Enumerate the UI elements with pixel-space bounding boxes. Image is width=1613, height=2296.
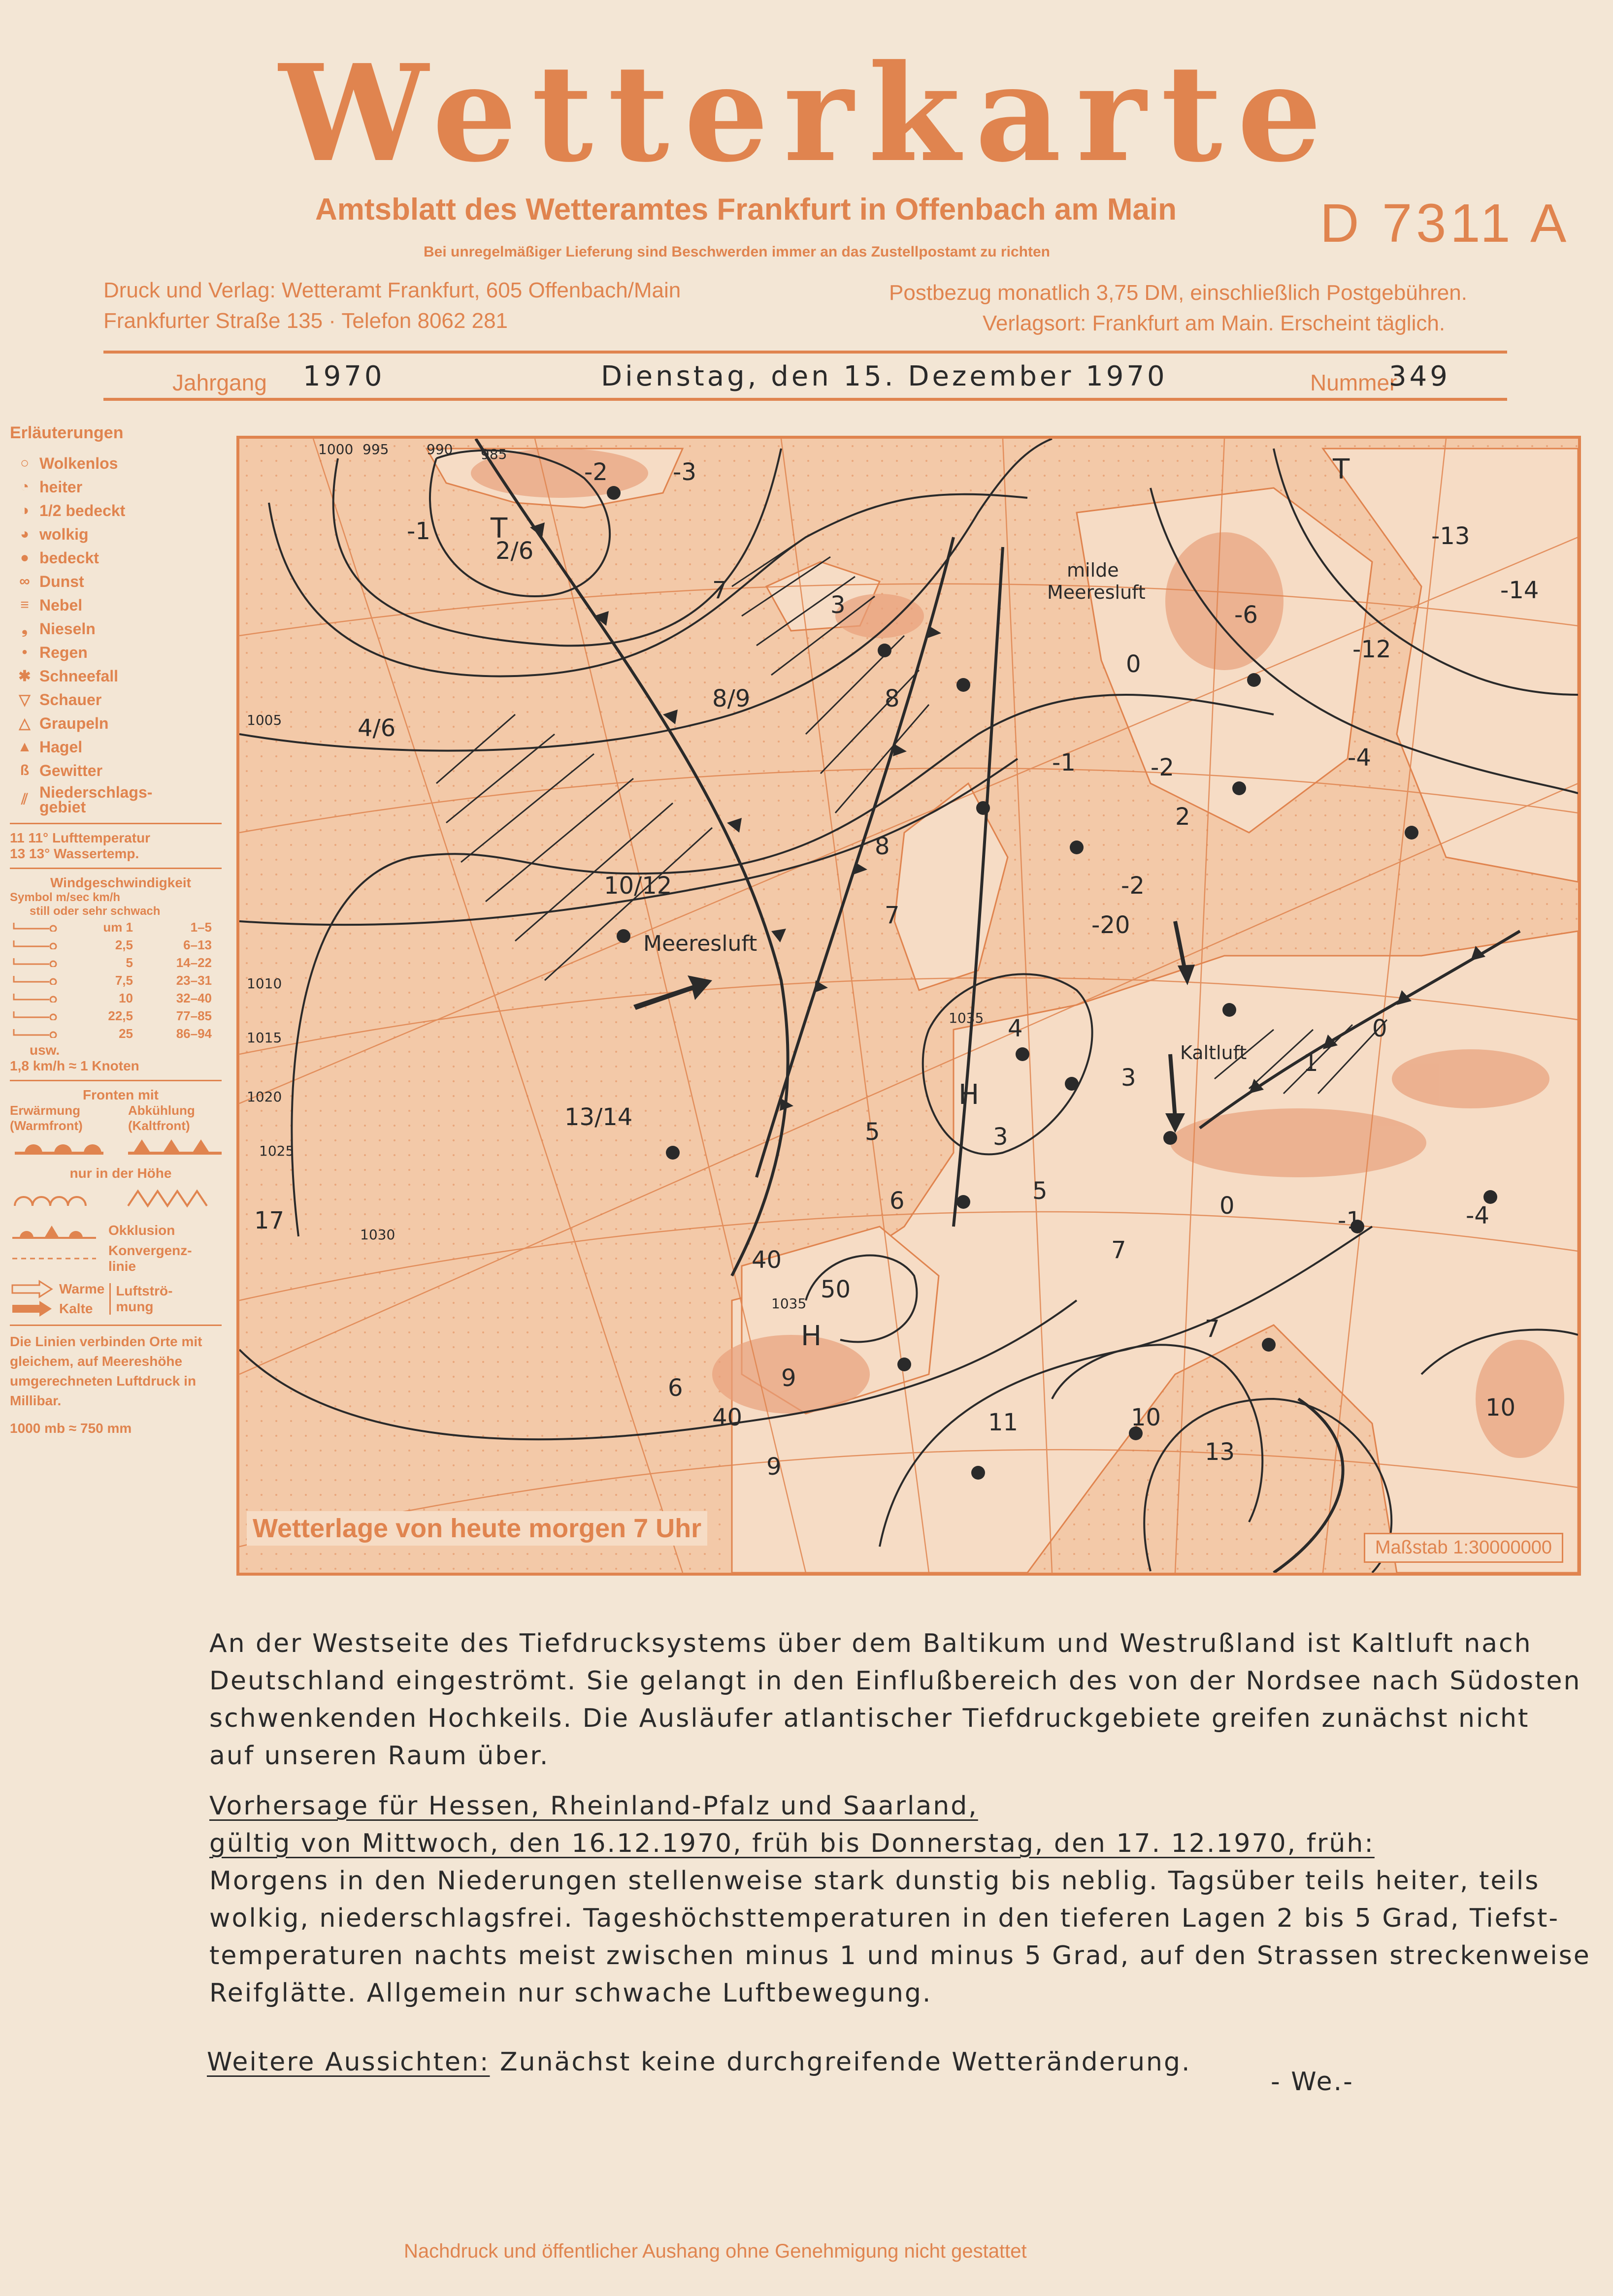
station-temperature: 7	[1111, 1236, 1126, 1264]
high-pressure-marker: H	[801, 1320, 822, 1352]
milde-meeresluft-label: Meeresluft	[1047, 582, 1146, 603]
forecast-line: Morgens in den Niederungen stellenweise stark dunstig bis neblig. Tagsüber teils heiter, teils	[209, 1866, 1540, 1896]
wind-barb-icon	[10, 955, 64, 970]
weather-symbol-icon: ⫽	[21, 791, 28, 808]
legend-item	[10, 475, 231, 499]
wind-kmh: 86–94	[176, 1026, 212, 1041]
legend-item	[10, 664, 231, 688]
legend-item	[10, 735, 231, 759]
header-rule-top	[103, 351, 1507, 354]
station-temperature: 10	[1485, 1394, 1516, 1422]
station-temperature: 13	[1205, 1438, 1235, 1466]
wind-ms: 5	[126, 955, 133, 970]
wind-kmh: 23–31	[176, 972, 212, 988]
weather-symbol-icon: ▽	[19, 691, 31, 708]
legend-item	[10, 782, 231, 817]
map-caption: Wetterlage von heute morgen 7 Uhr	[247, 1511, 707, 1546]
upper-front-symbols-icon	[10, 1181, 227, 1216]
isobar-label-985: 985	[481, 446, 507, 462]
cold-air-arrow-icon	[10, 1299, 54, 1319]
publisher-line-2: Frankfurter Straße 135 · Telefon 8062 281	[103, 309, 508, 333]
warm-front-label: Erwärmung (Warmfront)	[10, 1103, 83, 1133]
wind-table	[10, 918, 231, 1042]
weather-symbol-icon: ◔	[20, 479, 30, 495]
legend-item	[10, 593, 231, 617]
cold-front-label: Abkühlung (Kaltfront)	[128, 1103, 195, 1133]
wind-row	[10, 971, 231, 989]
legend-item	[10, 452, 231, 475]
legend-item-label: Regen	[39, 643, 88, 661]
wind-barb-icon	[10, 991, 64, 1006]
legend-water-temp: 13 13° Wassertemp.	[10, 846, 139, 861]
isobar-label-1035: 1035	[771, 1295, 807, 1312]
legend-item-label: Nieseln	[39, 619, 96, 638]
issue-date: Dienstag, den 15. Dezember 1970	[601, 360, 1168, 392]
weather-symbol-icon: △	[19, 715, 31, 732]
weather-symbol-icon: ✱	[18, 668, 31, 684]
legend-air-temp: 11 11° Lufttemperatur	[10, 830, 151, 845]
station-temperature: 40	[752, 1246, 782, 1274]
subscription-line-1: Postbezug monatlich 3,75 DM, einschließlich Postgebühren.	[889, 281, 1467, 305]
legend-item-label: Dunst	[39, 572, 84, 590]
forecast-validity: gültig von Mittwoch, den 16.12.1970, früh bis Donnerstag, den 17. 12.1970, früh:	[209, 1829, 1375, 1858]
cold-air-label: Kalte	[59, 1301, 93, 1316]
wind-row	[10, 989, 231, 1007]
station-temperature: 4	[1008, 1015, 1023, 1042]
wind-ms: 22,5	[108, 1008, 133, 1023]
wind-kmh: 14–22	[176, 955, 212, 970]
forecast-line: Reifglätte. Allgemein nur schwache Luftbewegung.	[209, 1978, 932, 2008]
wind-row	[10, 1007, 231, 1025]
station-temperature: 2	[1175, 803, 1190, 831]
station-temperature: -2	[1151, 754, 1174, 781]
station-temperature: -2	[1121, 872, 1145, 900]
wind-kmh: 77–85	[176, 1008, 212, 1023]
upper-fronts-label: nur in der Höhe	[69, 1165, 172, 1181]
legend-item-label: Nebel	[39, 596, 83, 614]
legend-item-label: Schauer	[39, 690, 102, 709]
wind-ms: 2,5	[115, 937, 133, 952]
complaint-note: Bei unregelmäßiger Lieferung sind Beschwerden immer an das Zustellpostamt zu richten	[424, 244, 1050, 260]
station-temperature: 5	[1032, 1177, 1048, 1205]
legend-item	[10, 759, 231, 782]
station-temperature: -1	[1338, 1207, 1361, 1234]
legend-item-label: heiter	[39, 478, 83, 496]
weather-symbol-icon: ß	[20, 762, 30, 778]
wind-barb-icon	[10, 973, 64, 988]
station-temperature: 7	[885, 902, 900, 929]
signature: - We.-	[1271, 2067, 1354, 2097]
convergence-line-icon	[10, 1246, 99, 1271]
station-temperature: 3	[993, 1123, 1008, 1151]
convergence-label: Konvergenz-linie	[108, 1243, 192, 1274]
station-temperature: 9	[766, 1453, 782, 1481]
legend-item	[10, 711, 231, 735]
footer-note: Nachdruck und öffentlicher Aushang ohne Genehmigung nicht gestattet	[404, 2240, 1027, 2262]
wind-kmh: 32–40	[176, 990, 212, 1005]
isobar-note: Die Linien verbinden Orte mit gleichem, auf Meereshöhe umgerechneten Luftdruck in Millibar.	[10, 1334, 202, 1408]
outlook-text: Zunächst keine durchgreifende Wetteränderung.	[500, 2047, 1191, 2077]
legend-item	[10, 522, 231, 546]
isobar-label-1030: 1030	[360, 1227, 395, 1243]
legend	[10, 423, 231, 1581]
wind-ms: 7,5	[115, 972, 133, 988]
legend-item-label: bedeckt	[39, 549, 99, 567]
station-temperature: 6	[889, 1187, 905, 1215]
station-temperature: -3	[673, 458, 696, 486]
station-temperature: -6	[1234, 601, 1258, 629]
forecast-heading: Vorhersage für Hessen, Rheinland-Pfalz und Saarland,	[209, 1791, 978, 1821]
knot-conversion: 1,8 km/h ≈ 1 Knoten	[10, 1058, 139, 1073]
forecast-line: wolkig, niederschlagsfrei. Tageshöchsttemperaturen in den tieferen Lagen 2 bis 5 Grad, Tiefst-	[209, 1904, 1560, 1933]
publisher-line-1: Druck und Verlag: Wetteramt Frankfurt, 605 Offenbach/Main	[103, 278, 681, 302]
outlook-label: Weitere Aussichten:	[207, 2047, 490, 2077]
wind-header: Symbol m/sec km/h	[10, 891, 121, 904]
isobar-label-1020: 1020	[247, 1089, 282, 1105]
legend-item	[10, 570, 231, 593]
station-temperature: 0	[1126, 650, 1141, 678]
publication-code: D 7311 A	[1320, 193, 1571, 254]
legend-item	[10, 617, 231, 641]
station-temperature: 7	[712, 577, 727, 604]
pressure-conversion: 1000 mb ≈ 750 mm	[10, 1421, 132, 1436]
high-pressure-marker: H	[958, 1079, 980, 1111]
report-line: Deutschland eingeströmt. Sie gelangt in den Einflußbereich des von der Nordsee nach Südosten	[209, 1666, 1581, 1696]
station-temperature: 10/12	[604, 872, 672, 900]
wind-barb-icon	[10, 938, 64, 953]
warm-air-label: Warme	[59, 1281, 105, 1296]
wind-ms: um 1	[103, 919, 133, 935]
station-temperature: 13/14	[564, 1103, 633, 1131]
station-temperature: 4/6	[358, 714, 396, 742]
legend-divider	[10, 868, 222, 869]
kaltluft-label: Kaltluft	[1180, 1042, 1247, 1064]
station-temperature: -2	[584, 458, 608, 486]
legend-item-label: Gewitter	[39, 761, 103, 779]
legend-item	[10, 641, 231, 664]
weather-symbol-icon: ∞	[19, 573, 30, 589]
wind-title: Windgeschwindigkeit	[50, 875, 191, 890]
station-temperature: -13	[1431, 522, 1470, 550]
station-temperature: -12	[1352, 636, 1391, 663]
station-temperature: -1	[1052, 749, 1076, 776]
legend-divider	[10, 823, 222, 824]
isobar-label-1005: 1005	[247, 712, 282, 728]
station-temperature: 9	[781, 1364, 796, 1392]
warm-air-arrow-icon	[10, 1279, 54, 1299]
weather-symbol-icon: •	[22, 644, 28, 660]
legend-item	[10, 546, 231, 570]
isobar-label-990: 990	[427, 441, 453, 457]
weather-map-drawing	[239, 439, 1578, 1573]
wind-row	[10, 954, 231, 971]
milde-label: milde	[1067, 559, 1119, 581]
wind-row	[10, 1025, 231, 1042]
legend-item-label: Hagel	[39, 738, 83, 756]
wind-kmh: 1–5	[190, 919, 212, 935]
station-temperature: -4	[1466, 1202, 1489, 1229]
weather-symbol-icon: ≡	[20, 597, 29, 613]
weather-symbol-icon: ●	[20, 550, 30, 566]
wind-ms: 10	[119, 990, 133, 1005]
station-temperature: 11	[988, 1409, 1019, 1436]
station-temperature: 0	[1219, 1192, 1235, 1220]
legend-item-label: wolkig	[39, 525, 89, 543]
isobar-label-1000: 1000	[318, 441, 354, 457]
nummer-value: 349	[1389, 360, 1450, 392]
station-temperature: 3	[1121, 1064, 1136, 1092]
station-temperature: 3	[830, 591, 846, 619]
legend-title: Erläuterungen	[10, 423, 124, 442]
station-temperature: 50	[821, 1276, 851, 1303]
wind-ms: 25	[119, 1026, 133, 1041]
nummer-label: Nummer	[1310, 370, 1397, 395]
weather-symbol-icon: ❟	[22, 620, 28, 637]
legend-divider	[10, 1325, 222, 1326]
wind-row	[10, 918, 231, 936]
station-temperature: 6	[668, 1374, 683, 1402]
issue-row	[172, 359, 1453, 399]
front-symbols-icon	[10, 1133, 227, 1163]
wind-barb-icon	[10, 1026, 64, 1041]
legend-item-label: Schneefall	[39, 667, 119, 685]
subscription-line-2: Verlagsort: Frankfurt am Main. Erscheint täglich.	[983, 311, 1446, 335]
station-temperature: 0	[1372, 1015, 1387, 1042]
meeresluft-label: Meeresluft	[643, 931, 757, 956]
wind-row	[10, 936, 231, 954]
weather-symbol-icon: ○	[20, 455, 30, 471]
low-pressure-marker: T	[491, 513, 508, 545]
report-line: auf unseren Raum über.	[209, 1741, 550, 1771]
fronts-title: Fronten mit	[83, 1087, 159, 1102]
isobar-label-1025: 1025	[259, 1143, 295, 1159]
station-temperature: 8	[885, 685, 900, 712]
weather-symbol-icon: ◑	[20, 502, 30, 518]
page-title: Wetterkarte	[279, 35, 1337, 192]
jahrgang-value: 1970	[303, 360, 385, 392]
station-temperature: -20	[1091, 911, 1130, 939]
station-temperature: 8/9	[712, 685, 751, 712]
weather-map	[236, 436, 1581, 1576]
low-pressure-marker: T	[1333, 453, 1350, 485]
station-temperature: 10	[1131, 1404, 1161, 1431]
legend-symbol-list	[10, 452, 231, 817]
subtitle: Amtsblatt des Wetteramtes Frankfurt in Offenbach am Main	[315, 193, 1177, 226]
forecast-line: temperaturen nachts meist zwischen minus 1 und minus 5 Grad, auf den Strassen streckenweise	[209, 1941, 1591, 1971]
station-temperature: -14	[1500, 577, 1539, 604]
isobar-label-1035: 1035	[949, 1010, 984, 1026]
legend-item	[10, 688, 231, 711]
legend-item-label: Wolkenlos	[39, 454, 118, 472]
airflow-label: Luftströ-mung	[109, 1283, 175, 1315]
isobar-label-1015: 1015	[247, 1030, 282, 1046]
isobar-label-995: 995	[362, 441, 389, 457]
wind-barb-icon	[10, 1008, 64, 1024]
legend-item	[10, 499, 231, 522]
legend-item-label: 1/2 bedeckt	[39, 501, 126, 519]
occlusion-label: Okklusion	[108, 1223, 175, 1238]
wind-barb-icon	[10, 920, 64, 935]
wind-kmh: 6–13	[183, 937, 212, 952]
report-line: An der Westseite des Tiefdrucksystems über dem Baltikum und Westrußland ist Kaltluft nach	[209, 1629, 1532, 1658]
occlusion-icon	[10, 1218, 99, 1243]
isobar-label-1010: 1010	[247, 975, 282, 992]
report-line: schwenkenden Hochkeils. Die Ausläufer atlantischer Tiefdruckgebiete greifen zunächst nicht	[209, 1704, 1530, 1733]
station-temperature: -1	[407, 517, 430, 545]
weather-symbol-icon: ▲	[17, 739, 32, 755]
station-temperature: 5	[865, 1118, 880, 1146]
wind-usw: usw.	[30, 1042, 60, 1058]
legend-item-label: Graupeln	[39, 714, 109, 732]
station-temperature: 17	[254, 1207, 285, 1234]
jahrgang-label: Jahrgang	[172, 370, 267, 395]
header-rule-bottom	[103, 398, 1507, 401]
wind-calm: still oder sehr schwach	[30, 905, 161, 918]
map-scale: Maßstab 1:30000000	[1364, 1533, 1563, 1563]
station-temperature: 2/6	[495, 537, 534, 565]
station-temperature: 7	[1205, 1315, 1220, 1343]
station-temperature: -4	[1348, 744, 1371, 772]
legend-item-label: Niederschlags-gebiet	[39, 783, 153, 816]
station-temperature: 40	[712, 1404, 743, 1431]
station-temperature: 1	[1303, 1049, 1318, 1077]
legend-divider	[10, 1080, 222, 1081]
weather-symbol-icon: ◕	[20, 526, 30, 542]
station-temperature: 8	[875, 833, 890, 860]
